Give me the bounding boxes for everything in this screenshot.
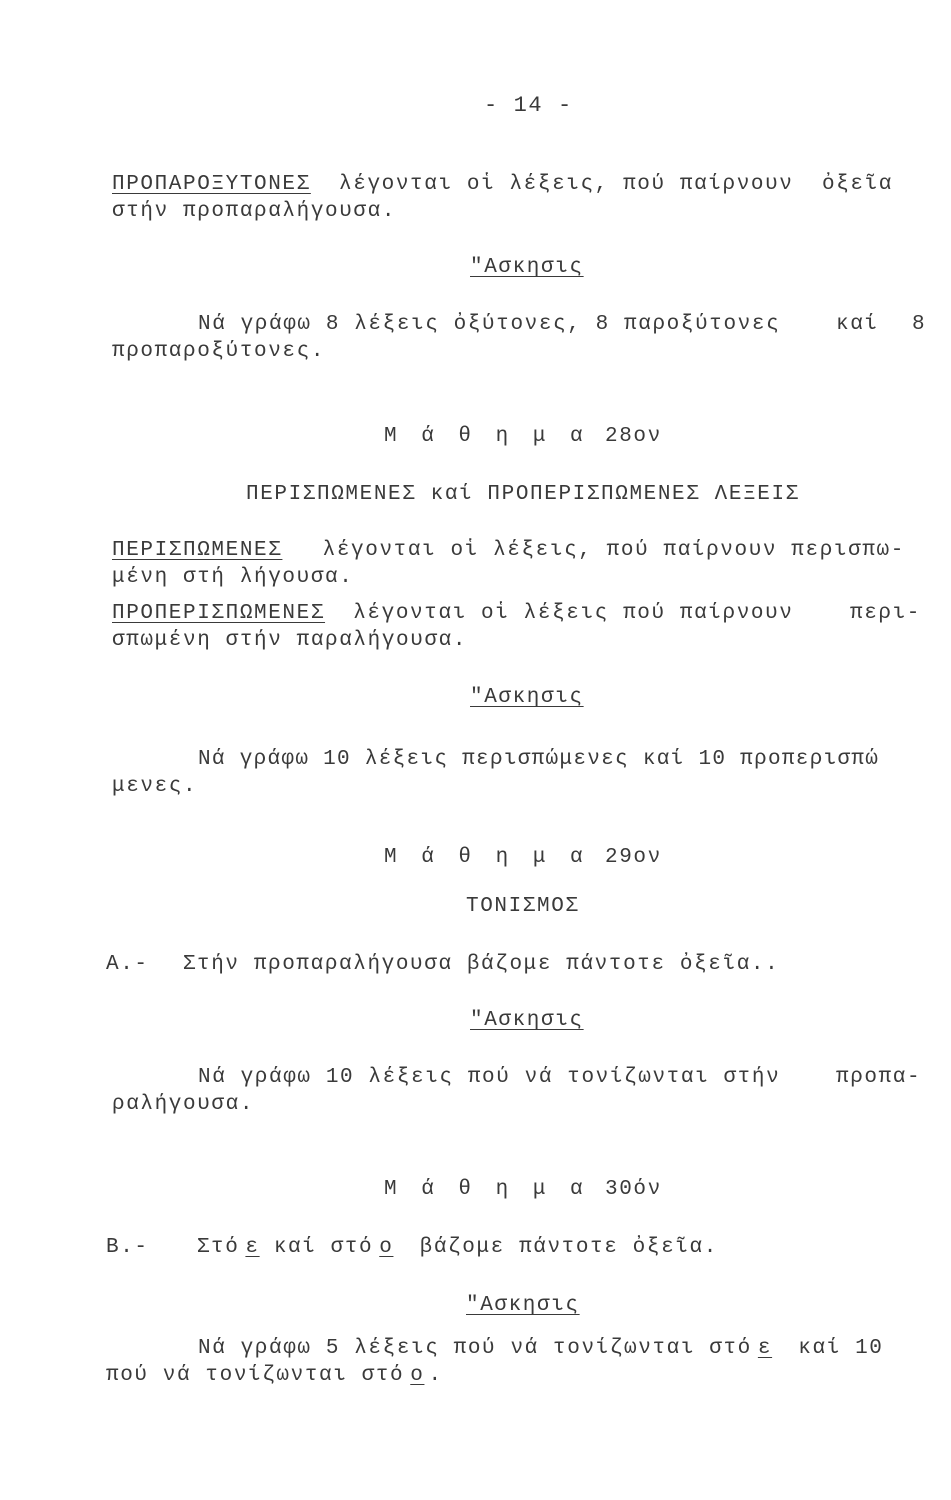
exercise-1-number: 8 (912, 313, 927, 336)
exercise-4-text: . (428, 1364, 443, 1387)
definition-proparoxytones-line1 (112, 173, 794, 196)
lesson-title: ΠΕΡΙΣΠΩΜΕΝΕΣ καί ΠΡΟΠΕΡΙΣΠΩΜΕΝΕΣ ΛΕΞΕΙΣ (246, 483, 800, 506)
exercise-3-line2: ραλήγουσα. (112, 1093, 255, 1116)
definition-perispomenes-line1 (112, 539, 905, 562)
rule-b (106, 1236, 718, 1259)
rule-text-post: βάζομε πάντοτε ὀξεῖα. (419, 1236, 718, 1259)
lesson-label: Μ ά θ η μ α (384, 846, 589, 869)
term-proparoxytones: ΠΡΟΠΑΡΟΞΥΤΟΝΕΣ (112, 173, 311, 196)
rule-marker: Α.- (106, 953, 149, 976)
exercise-1-line1: Νά γράφω 8 λέξεις ὀξύτονες, 8 παροξύτονες (198, 313, 781, 336)
rule-text: Στήν προπαραλήγουσα βάζομε πάντοτε ὀξεῖα.. (182, 953, 780, 976)
exercise-4-line2 (106, 1364, 443, 1387)
exercise-heading: "Ασκησις (470, 1009, 584, 1032)
definition-word-end: περι- (850, 602, 922, 625)
definition-word-end: ὀξεῖα (822, 173, 894, 196)
letter-epsilon: ε (757, 1337, 773, 1360)
definition-properispomenes-line2: σπωμένη στήν παραλήγουσα. (112, 629, 468, 652)
page-number: - 14 - (484, 93, 573, 118)
definition-text: λέγονται οἱ λέξεις πού παίρνουν (353, 602, 794, 625)
exercise-2-line2: μενες. (112, 775, 198, 798)
exercise-3-word-end: προπα- (836, 1066, 922, 1089)
lesson-label: Μ ά θ η μ α (384, 1178, 589, 1201)
definition-text: λέγονται οἱ λέξεις, πού παίρνουν περισπω- (322, 539, 905, 562)
exercise-heading: "Ασκησις (470, 256, 584, 279)
exercise-4-line1 (198, 1337, 884, 1360)
rule-marker: Β.- (106, 1236, 149, 1259)
rule-text-mid: καί στό (273, 1236, 374, 1259)
definition-text: λέγονται οἱ λέξεις, πού παίρνουν (339, 173, 794, 196)
exercise-2-line1: Νά γράφω 10 λέξεις περισπώμενες καί 10 προπερισπώ (198, 748, 880, 771)
definition-perispomenes-line2: μένη στή λήγουσα. (112, 566, 354, 589)
rule-a (106, 953, 779, 976)
rule-text-pre: Στό (196, 1236, 240, 1259)
letter-epsilon: ε (245, 1236, 260, 1259)
lesson-label: Μ ά θ η μ α (384, 425, 589, 448)
lesson-number: 28ον (605, 425, 662, 448)
lesson-number: 30όν (605, 1178, 662, 1201)
exercise-1-line2: προπαροξύτονες. (112, 340, 326, 363)
definition-properispomenes-line1 (112, 602, 794, 625)
letter-omicron: ο (410, 1364, 425, 1387)
term-perispomenes: ΠΕΡΙΣΠΩΜΕΝΕΣ (112, 539, 283, 562)
exercise-1-conj: καί (836, 313, 879, 336)
exercise-3-line1: Νά γράφω 10 λέξεις πού νά τονίζωνται στήν (198, 1066, 781, 1089)
exercise-heading: "Ασκησις (470, 686, 584, 709)
exercise-4-text: Νά γράφω 5 λέξεις πού νά τονίζωνται στό (198, 1337, 752, 1360)
lesson-number: 29ον (605, 846, 662, 869)
term-properispomenes: ΠΡΟΠΕΡΙΣΠΩΜΕΝΕΣ (112, 602, 326, 625)
exercise-heading: "Ασκησις (466, 1294, 580, 1317)
letter-omicron: ο (379, 1236, 394, 1259)
definition-proparoxytones-line2: στήν προπαραλήγουσα. (112, 200, 397, 223)
lesson-title: ΤΟΝΙΣΜΟΣ (466, 895, 580, 918)
exercise-4-text: καί 10 (798, 1337, 884, 1360)
exercise-4-text: πού νά τονίζωνται στό (106, 1364, 405, 1387)
